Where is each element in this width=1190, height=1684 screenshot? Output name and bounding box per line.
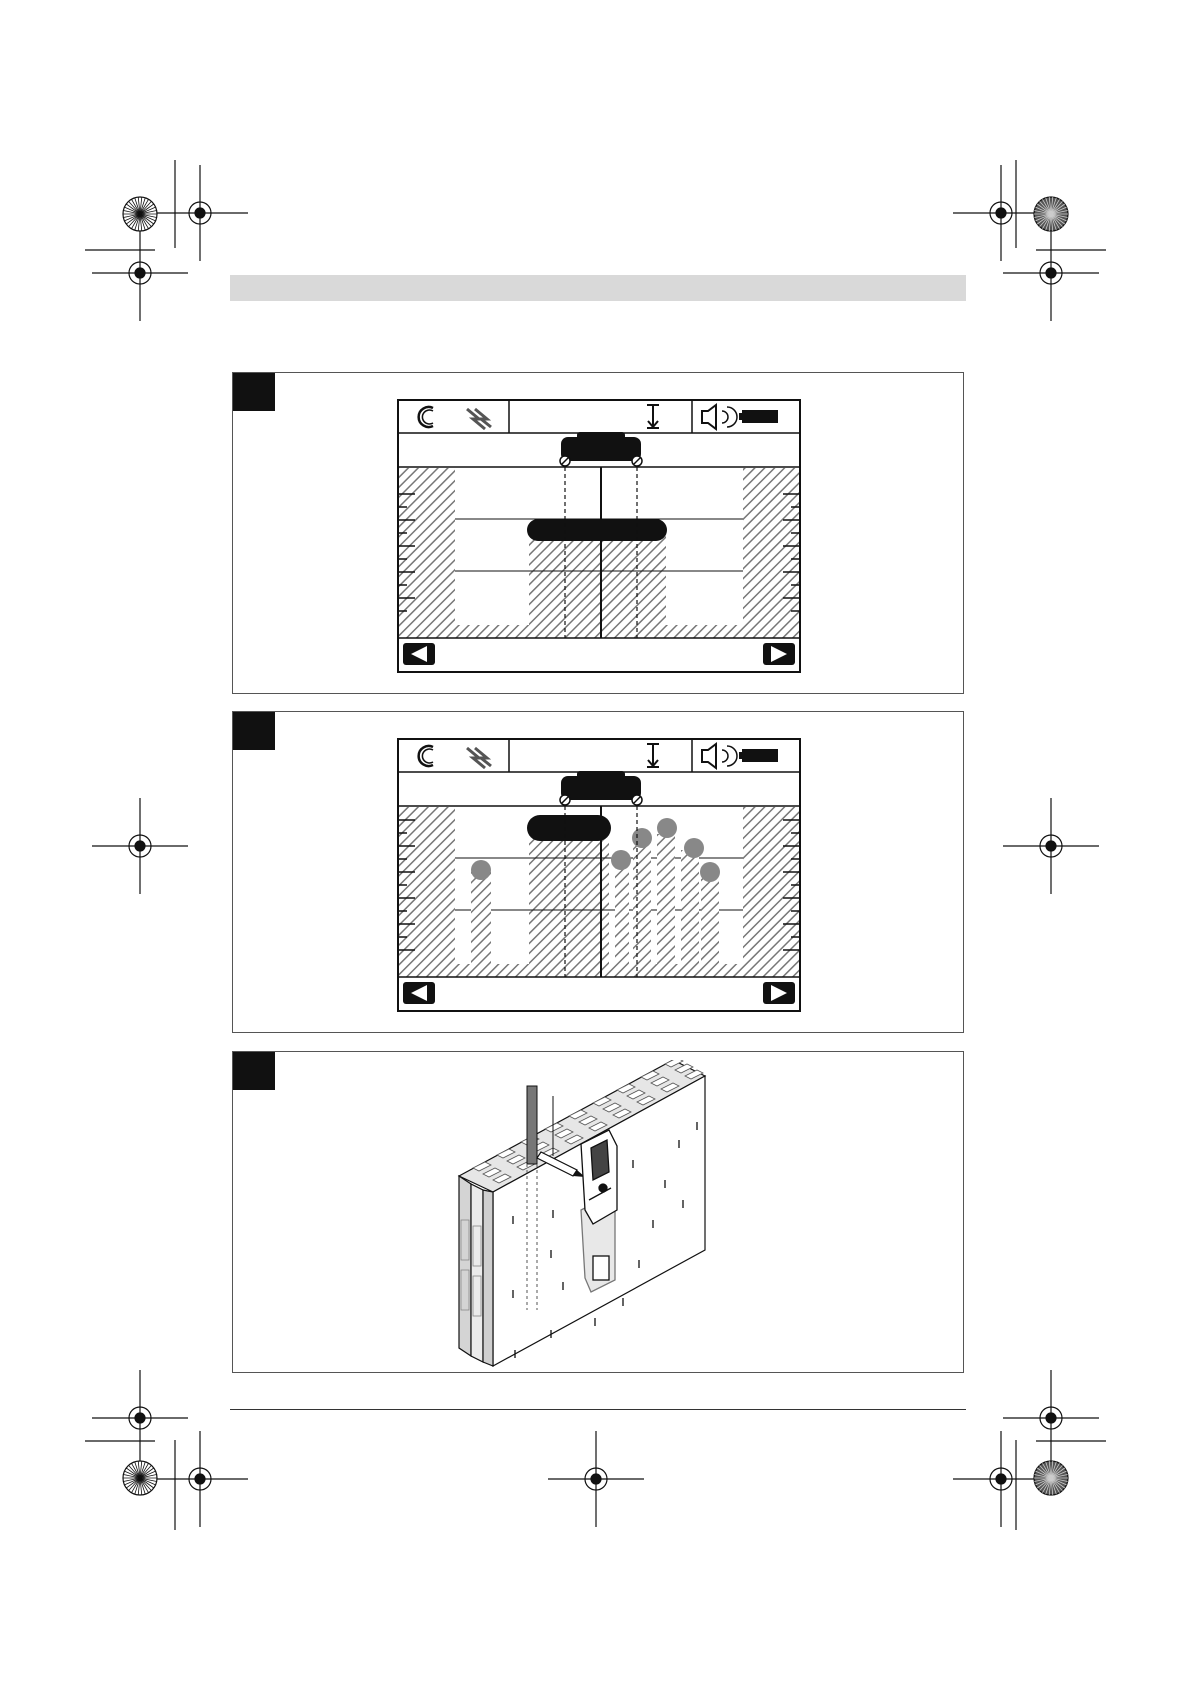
registration-crosshair [92,225,188,321]
figure-tag [233,712,275,750]
object-bar [527,815,611,841]
registration-rosette [1034,197,1068,231]
figure-panel-3 [232,1051,964,1373]
object-bar [527,519,667,541]
figure-panel-2 [232,711,964,1033]
wall-illustration [443,1060,773,1372]
registration-crosshair [92,798,188,894]
registration-rosette [123,1461,157,1495]
registration-rosette [123,197,157,231]
registration-rosette [1034,1461,1068,1495]
pipe [527,1086,537,1164]
figure-panel-1 [232,372,964,694]
arrow-right-icon[interactable] [763,643,795,665]
battery-icon [739,410,778,423]
registration-crosshair [152,1431,248,1527]
detector-display-1 [397,399,801,673]
footer-rule [230,1409,966,1410]
figure-tag [233,373,275,411]
registration-crosshair [1003,1370,1099,1466]
sensor-marker [560,771,642,805]
registration-crosshair [1003,798,1099,894]
arrow-left-icon[interactable] [403,643,435,665]
registration-crosshair [548,1431,644,1527]
header-bar [230,275,966,301]
figure-tag [233,1052,275,1090]
arrow-right-icon[interactable] [763,982,795,1004]
battery-icon [739,749,778,762]
arrow-left-icon[interactable] [403,982,435,1004]
registration-crosshair [152,165,248,261]
registration-crosshair [1003,225,1099,321]
sensor-marker [560,432,642,466]
detector-display-2 [397,738,801,1012]
registration-crosshair [92,1370,188,1466]
detector-device [581,1130,617,1292]
